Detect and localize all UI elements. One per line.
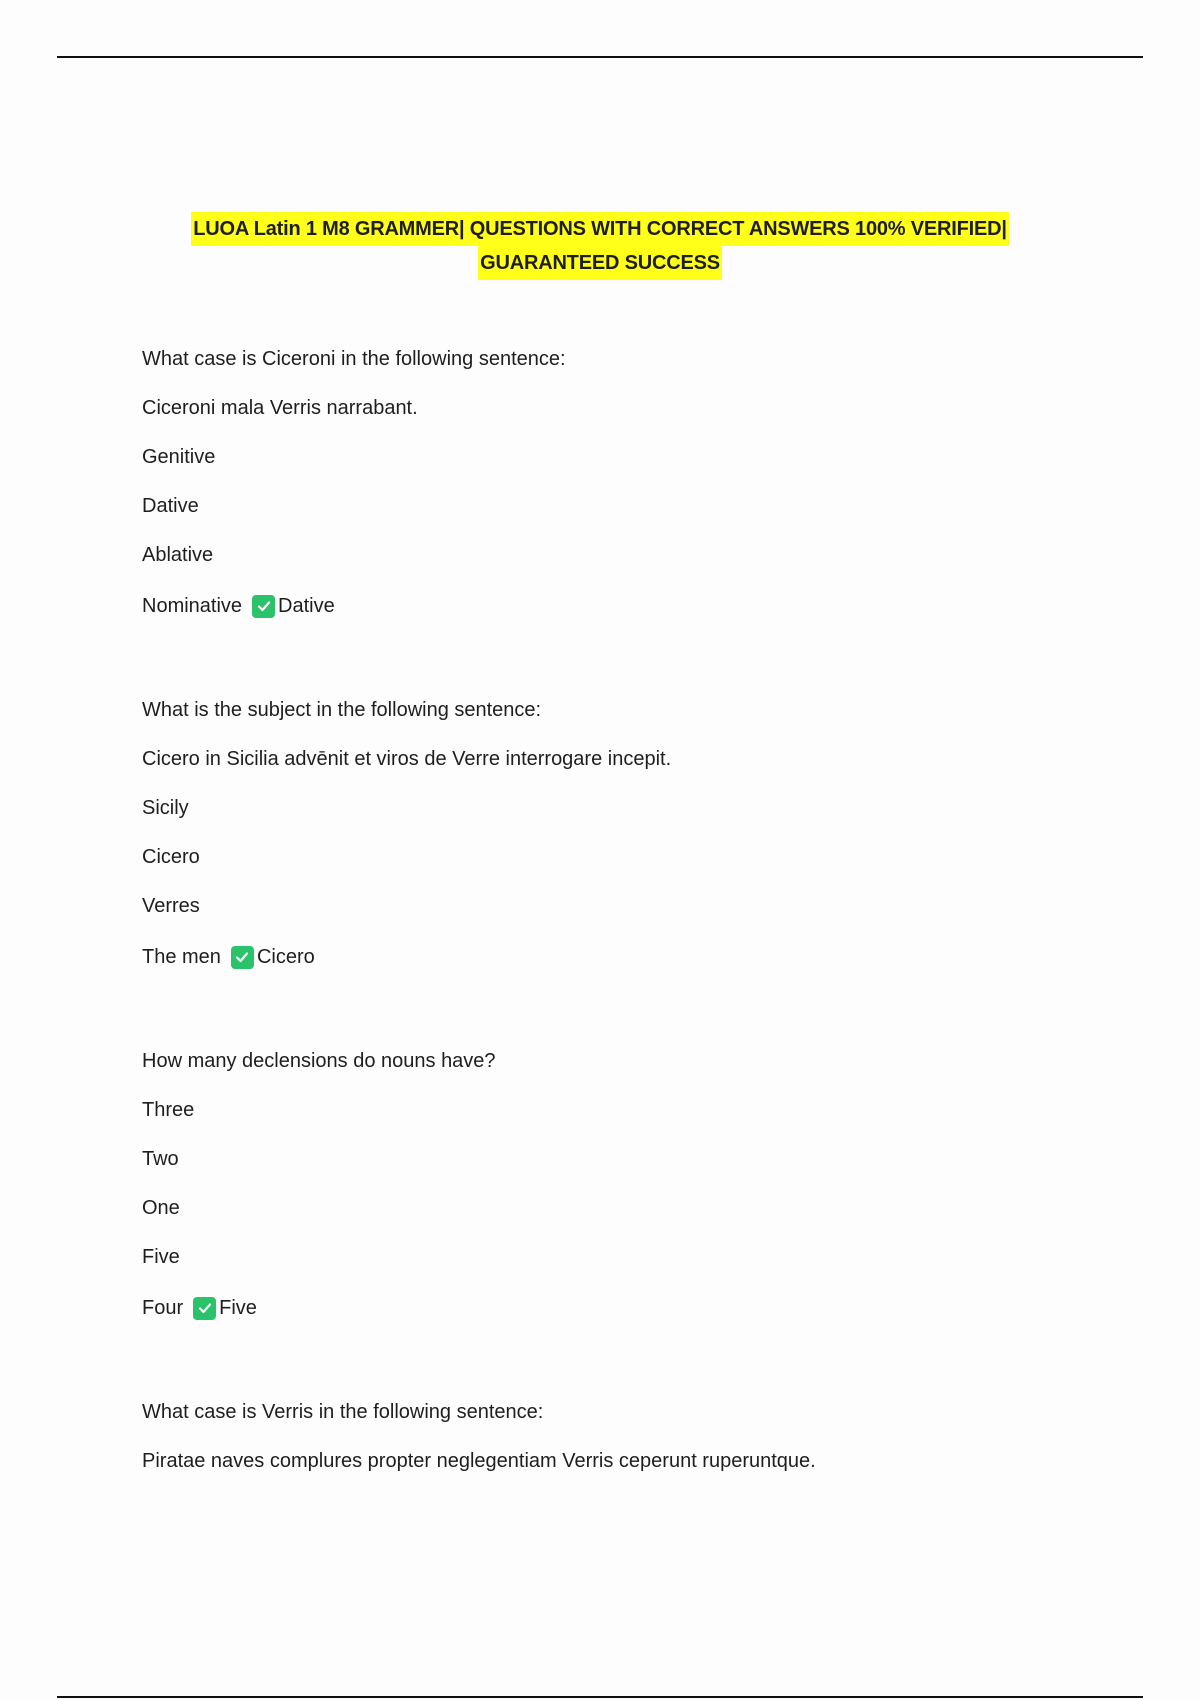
answer-option: Dative [142,495,199,517]
question-prompt: What is the subject in the following sentence: [142,699,542,721]
answer-option: Cicero [142,846,200,868]
question-prompt: How many declensions do nouns have? [142,1050,496,1072]
final-option-with-answer [142,591,1142,621]
correct-answer: Cicero [256,946,315,968]
question-sentence: Piratae naves complures propter neglegentiam Verris ceperunt ruperuntque. [142,1450,816,1472]
correct-answer: Five [219,1297,257,1319]
correct-answer: Dative [278,595,335,617]
check-mark-icon [193,1297,216,1320]
final-option-with-answer [142,1293,1142,1323]
question-block [142,346,1142,621]
document-title [0,212,1200,280]
title-line-1: LUOA Latin 1 M8 GRAMMER| QUESTIONS WITH CORRECT ANSWERS 100% VERIFIED| [191,212,1009,246]
answer-option: Nominative [142,595,243,617]
answer-option: The men [142,946,221,968]
answer-option: Four [142,1297,184,1319]
answer-option: Ablative [142,544,214,566]
question-block [142,1399,1142,1497]
question-block [142,697,1142,972]
answer-option: Sicily [142,797,189,819]
final-option-with-answer [142,942,1142,972]
answer-option: Genitive [142,446,216,468]
question-prompt: What case is Ciceroni in the following sentence: [142,348,566,370]
answer-option: Three [142,1099,195,1121]
answer-option: Verres [142,895,200,917]
check-mark-icon [231,946,254,969]
header-rule [57,56,1143,58]
question-sentence: Cicero in Sicilia advēnit et viros de Verre interrogare incepit. [142,748,672,770]
question-block [142,1048,1142,1323]
answer-option: Two [142,1148,179,1170]
question-sentence: Ciceroni mala Verris narrabant. [142,397,418,419]
answer-option: Five [142,1246,180,1268]
question-prompt: What case is Verris in the following sentence: [142,1401,544,1423]
footer-rule [57,1696,1143,1698]
title-line-2: GUARANTEED SUCCESS [478,246,722,280]
answer-option: One [142,1197,180,1219]
question-list [142,346,1142,1573]
check-mark-icon [252,595,275,618]
